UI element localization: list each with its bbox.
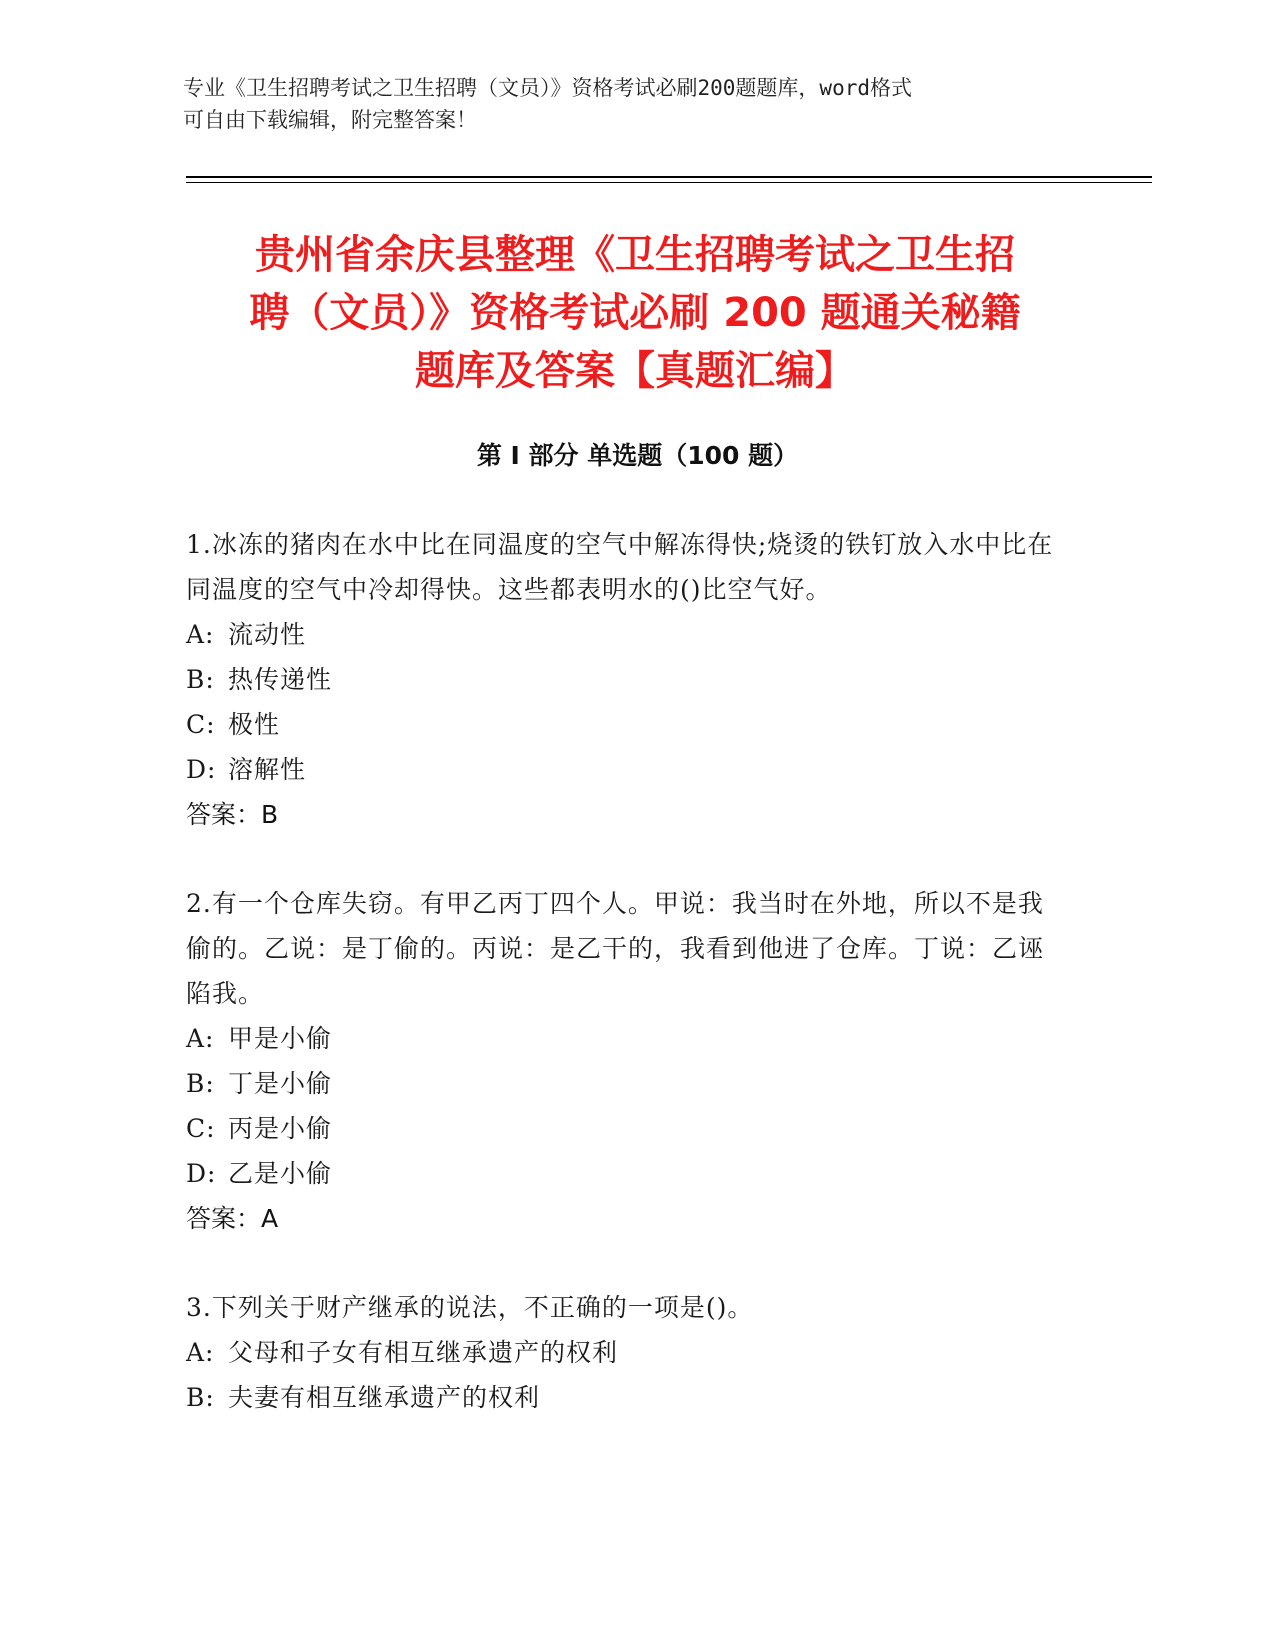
option-key: C: [186,1114,216,1143]
option-d [186,1151,1066,1196]
question-stem: 1.冰冻的猪肉在水中比在同温度的空气中解冻得快;烧烫的铁钉放入水中比在同温度的空气中冷却得快。这些都表明水的()比空气好。 [186,530,1054,604]
title-line-2: 聘（文员）》资格考试必刷 200 题通关秘籍 [249,290,1021,336]
option-d [186,747,1066,792]
header-line-2: 可自由下载编辑，附完整答案！ [183,108,477,132]
option-text: 丁是小偷 [228,1069,333,1098]
option-b [186,657,1066,702]
title-line-1: 贵州省余庆县整理《卫生招聘考试之卫生招 [255,232,1015,278]
option-text: 丙是小偷 [228,1114,333,1143]
option-b [186,1375,1066,1420]
title-line-3: 题库及答案【真题汇编】 [415,348,855,394]
option-key: D: [186,1159,217,1188]
question-3 [186,1285,1066,1420]
question-1 [186,522,1066,837]
option-text: 乙是小偷 [228,1159,333,1188]
option-a [186,1330,1066,1375]
option-key: B: [186,1383,215,1412]
option-text: 甲是小偷 [228,1024,333,1053]
option-text: 夫妻有相互继承遗产的权利 [228,1383,541,1412]
document-header [183,72,1063,136]
header-divider-thin [186,182,1152,183]
option-text: 热传递性 [228,665,333,694]
option-key: A: [186,1024,215,1053]
option-key: A: [186,1338,215,1367]
option-c [186,1106,1066,1151]
answer-line: 答案：A [186,1204,279,1233]
option-c [186,702,1066,747]
option-key: B: [186,665,215,694]
option-a [186,1016,1066,1061]
section-heading: 第 I 部分 单选题（100 题） [476,441,799,470]
option-b [186,1061,1066,1106]
option-key: A: [186,620,215,649]
question-stem: 2.有一个仓库失窃。有甲乙丙丁四个人。甲说：我当时在外地，所以不是我偷的。乙说：是丁偷的。丙说：是乙干的，我看到他进了仓库。丁说：乙诬陷我。 [186,889,1045,1008]
option-text: 流动性 [228,620,307,649]
option-key: C: [186,710,216,739]
header-line-1: 专业《卫生招聘考试之卫生招聘（文员）》资格考试必刷200题题库，word格式 [183,76,912,100]
option-text: 溶解性 [228,755,307,784]
option-key: D: [186,755,217,784]
question-stem: 3.下列关于财产继承的说法，不正确的一项是()。 [186,1293,754,1322]
option-a [186,612,1066,657]
document-title [190,226,1080,400]
option-text: 极性 [228,710,281,739]
header-divider-thick [186,176,1152,178]
option-key: B: [186,1069,215,1098]
option-text: 父母和子女有相互继承遗产的权利 [228,1338,619,1367]
question-list [186,522,1066,1464]
answer-line: 答案：B [186,800,279,829]
question-2 [186,881,1066,1241]
